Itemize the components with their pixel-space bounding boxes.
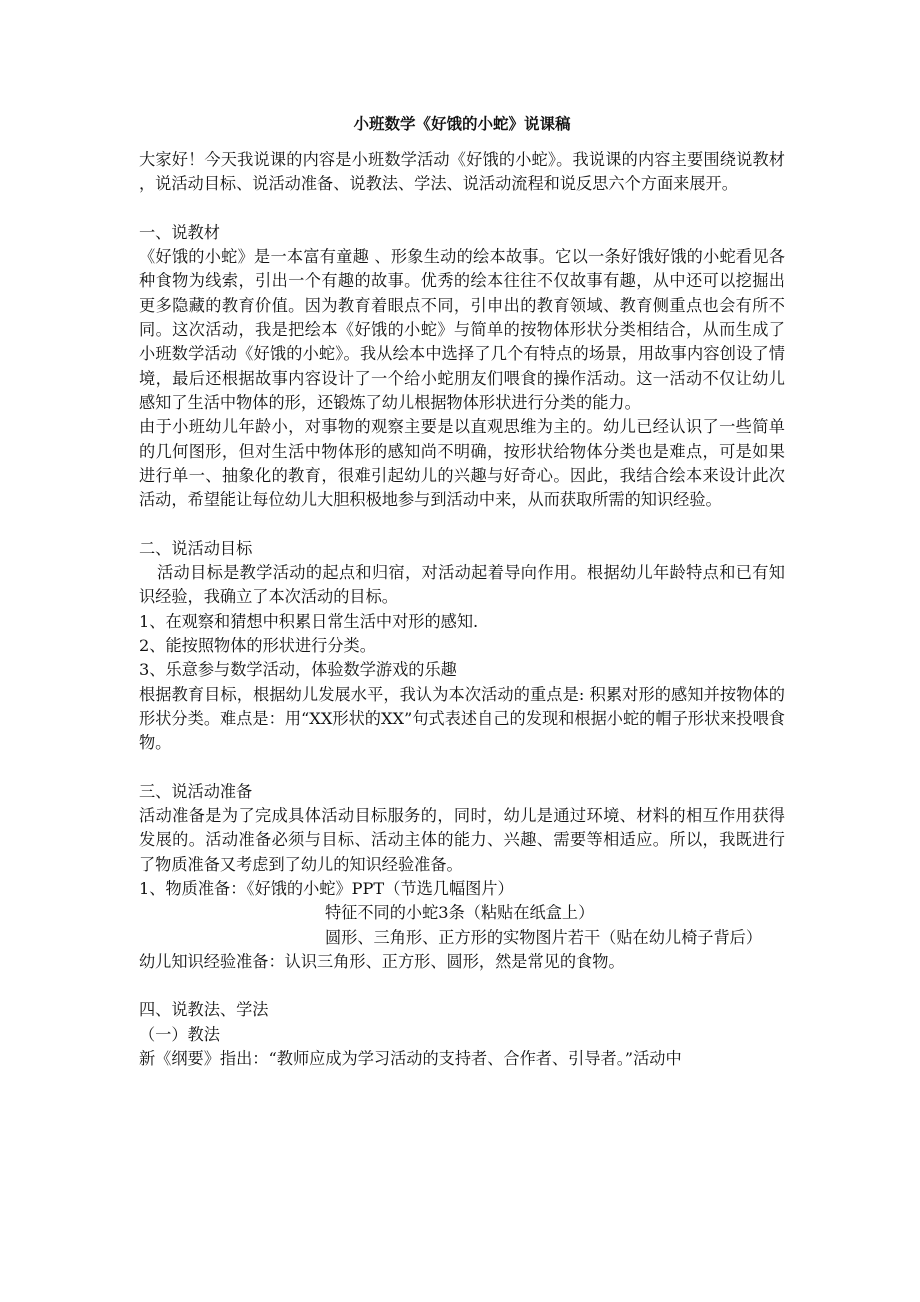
section-heading-textbook: 一、说教材: [139, 222, 220, 242]
intro-paragraph: 大家好！今天我说课的内容是小班数学活动《好饿的小蛇》。我说课的内容主要围绕说教材，说活动目标、说活动准备、说教法、学法、说活动流程和说反思六个方面来展开。: [139, 150, 785, 194]
section-heading-preparation: 三、说活动准备: [139, 781, 253, 801]
preparation-paragraph-1: 活动准备是为了完成具体活动目标服务的，同时，幼儿是通过环境、材料的相互作用获得发展的。活动准备必须与目标、活动主体的能力、兴趣、需要等相适应。所以，我既进行了物质准备又考虑到了幼儿的知识经验准备。: [139, 806, 785, 874]
methods-paragraph-1: 新《纲要》指出：“教师应成为学习活动的支持者、合作者、引导者。”活动中: [139, 1048, 682, 1068]
material-item-1: 1、物质准备：《好饿的小蛇》PPT（节选几幅图片）: [139, 878, 514, 898]
material-item-2: 特征不同的小蛇3条（粘贴在纸盒上）: [325, 903, 595, 923]
goal-item-1: 1、在观察和猜想中积累日常生活中对形的感知.: [139, 611, 479, 631]
textbook-paragraph-1: 《好饿的小蛇》是一本富有童趣 、形象生动的绘本故事。它以一条好饿好饿的小蛇看见各种食物为线索，引出一个有趣的故事。优秀的绘本往往不仅故事有趣，从中还可以挖掘出更多隐藏的教育价值。因为教育着眼点不同，引申出的教育领域、教育侧重点也会有所不同。这次活动，我是把绘本《好饿的小蛇》与简单的按物体形状分类相结合，从而生成了小班数学活动《好饿的小蛇》。我从绘本中选择了几个有特点的场景，用故事内容创设了情境，最后还根据故事内容设计了一个给小蛇朋友们喂食的操作活动。这一活动不仅让幼儿感知了生活中物体的形，还锻炼了幼儿根据物体形状进行分类的能力。: [139, 247, 785, 412]
paragraph-gap: [139, 197, 785, 221]
goals-paragraph-1: 活动目标是教学活动的起点和归宿，对活动起着导向作用。根据幼儿年龄特点和已有知识经验，我确立了本次活动的目标。: [139, 563, 785, 607]
paragraph-gap: [139, 974, 785, 998]
document-page: [139, 112, 785, 1071]
textbook-paragraph-2: 由于小班幼儿年龄小，对事物的观察主要是以直观思维为主的。幼儿已经认识了一些简单的几何图形，但对生活中物体形的感知尚不明确，按形状给物体分类也是难点，可是如果进行单一、抽象化的教育，很难引起幼儿的兴趣与好奇心。因此，我结合绘本来设计此次活动，希望能让每位幼儿大胆积极地参与到活动中来，从而获取所需的知识经验。: [139, 417, 785, 510]
goal-item-3: 3、乐意参与数学活动，体验数学游戏的乐趣: [139, 660, 457, 680]
goal-item-2: 2、能按照物体的形状进行分类。: [139, 635, 376, 655]
knowledge-preparation: 幼儿知识经验准备：认识三角形、正方形、圆形，然是常见的食物。: [139, 951, 625, 971]
goals-paragraph-2: 根据教育目标，根据幼儿发展水平，我认为本次活动的重点是: 积累对形的感知并按物体的形状分类。难点是：用“XX形状的XX”句式表述自己的发现和根据小蛇的帽子形状来投喂食物。: [139, 684, 785, 753]
section-heading-goals: 二、说活动目标: [139, 538, 253, 558]
paragraph-gap: [139, 755, 785, 779]
material-item-3: 圆形、三角形、正方形的实物图片若干（贴在幼儿椅子背后）: [325, 927, 763, 947]
subheading-teaching-method: （一）教法: [139, 1024, 220, 1044]
paragraph-gap: [139, 512, 785, 536]
document-title: 小班数学《好饿的小蛇》说课稿: [353, 114, 571, 133]
section-heading-methods: 四、说教法、学法: [139, 1000, 269, 1020]
